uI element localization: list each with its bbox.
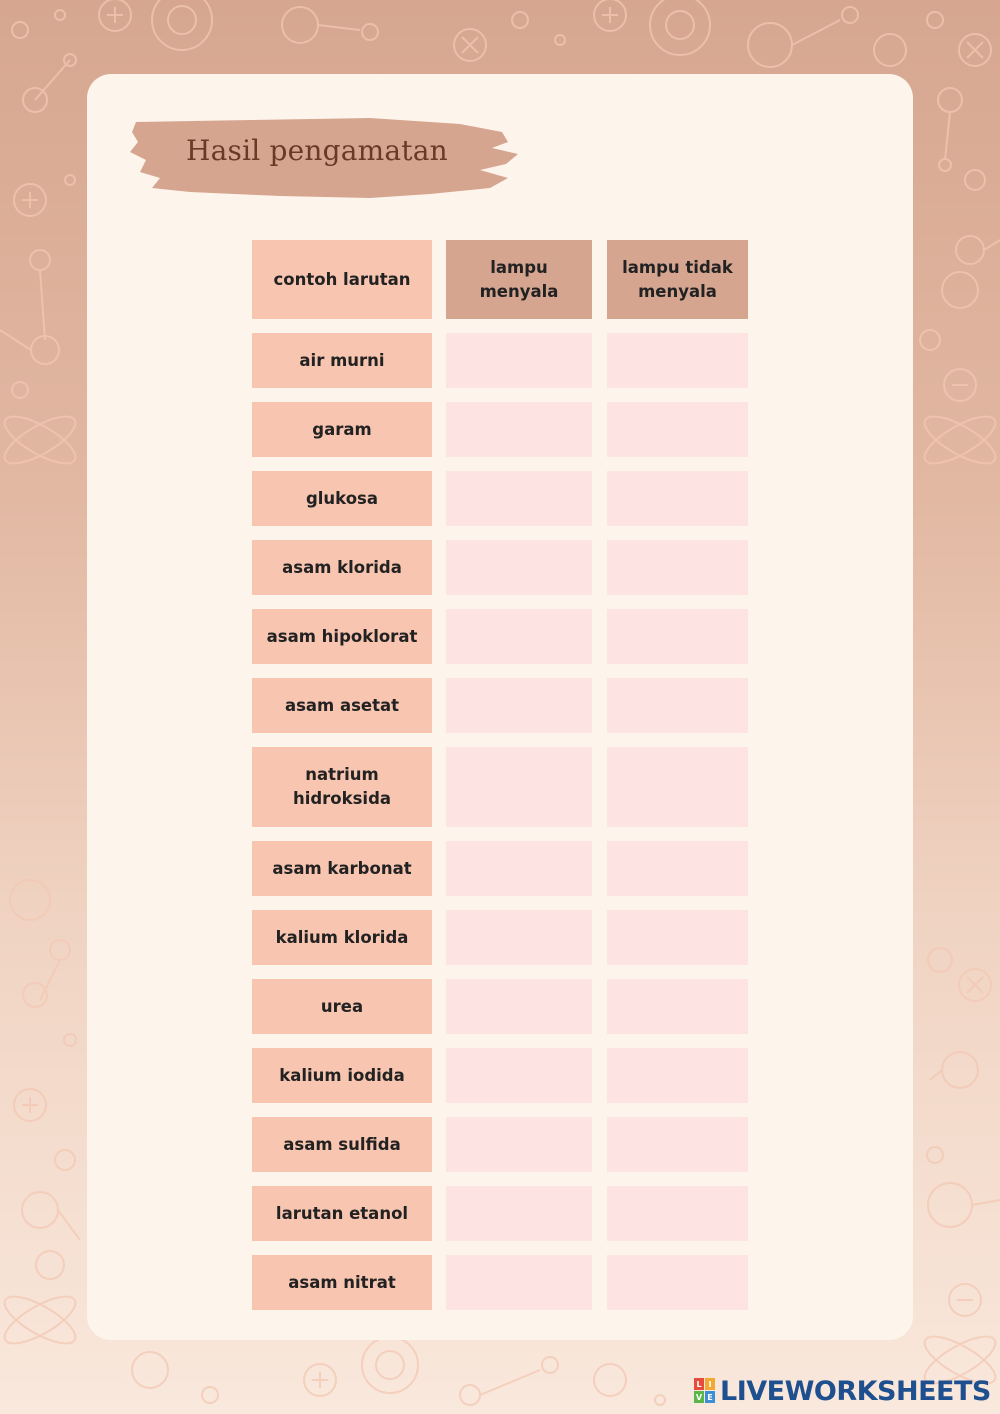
row-label: larutan etanol (252, 1186, 432, 1241)
logo-mark-letter: V (695, 1392, 703, 1402)
answer-cell-lampu-tidak-menyala[interactable] (607, 678, 748, 733)
answer-cell-lampu-tidak-menyala[interactable] (607, 333, 748, 388)
liveworksheets-logo (694, 1374, 991, 1408)
row-label: asam karbonat (252, 841, 432, 896)
answer-cell-lampu-menyala[interactable] (446, 333, 592, 388)
row-label: air murni (252, 333, 432, 388)
answer-cell-lampu-tidak-menyala[interactable] (607, 841, 748, 896)
answer-cell-lampu-tidak-menyala[interactable] (607, 1186, 748, 1241)
liveworksheets-logo-icon (694, 1377, 718, 1405)
row-label: asam asetat (252, 678, 432, 733)
header-lampu-tidak-menyala: lampu tidak menyala (607, 240, 748, 319)
answer-cell-lampu-tidak-menyala[interactable] (607, 540, 748, 595)
answer-cell-lampu-menyala[interactable] (446, 678, 592, 733)
answer-cell-lampu-tidak-menyala[interactable] (607, 609, 748, 664)
answer-cell-lampu-tidak-menyala[interactable] (607, 910, 748, 965)
answer-cell-lampu-tidak-menyala[interactable] (607, 1255, 748, 1310)
answer-cell-lampu-tidak-menyala[interactable] (607, 402, 748, 457)
header-lampu-menyala: lampu menyala (446, 240, 592, 319)
answer-cell-lampu-menyala[interactable] (446, 540, 592, 595)
logo-mark-letter: L (694, 1378, 704, 1390)
logo-mark-letter: E (705, 1391, 715, 1403)
answer-cell-lampu-menyala[interactable] (446, 609, 592, 664)
answer-cell-lampu-menyala[interactable] (446, 841, 592, 896)
row-label: garam (252, 402, 432, 457)
answer-cell-lampu-menyala[interactable] (446, 402, 592, 457)
answer-cell-lampu-menyala[interactable] (446, 979, 592, 1034)
header-contoh-larutan: contoh larutan (252, 240, 432, 319)
answer-cell-lampu-menyala[interactable] (446, 1255, 592, 1310)
answer-cell-lampu-menyala[interactable] (446, 471, 592, 526)
logo-text: LIVEWORKSHEETS (720, 1375, 991, 1407)
answer-cell-lampu-menyala[interactable] (446, 1048, 592, 1103)
answer-cell-lampu-menyala[interactable] (446, 1117, 592, 1172)
answer-cell-lampu-menyala[interactable] (446, 910, 592, 965)
answer-cell-lampu-menyala[interactable] (446, 1186, 592, 1241)
answer-cell-lampu-tidak-menyala[interactable] (607, 979, 748, 1034)
page-title: Hasil pengamatan (186, 134, 448, 167)
row-label: asam klorida (252, 540, 432, 595)
row-label: natrium hidroksida (252, 747, 432, 827)
logo-mark-letter: I (705, 1378, 715, 1390)
row-label: asam sulfida (252, 1117, 432, 1172)
answer-cell-lampu-tidak-menyala[interactable] (607, 1048, 748, 1103)
row-label: kalium klorida (252, 910, 432, 965)
row-label: kalium iodida (252, 1048, 432, 1103)
answer-cell-lampu-tidak-menyala[interactable] (607, 1117, 748, 1172)
title-banner (130, 112, 525, 204)
answer-cell-lampu-tidak-menyala[interactable] (607, 471, 748, 526)
row-label: glukosa (252, 471, 432, 526)
answer-cell-lampu-tidak-menyala[interactable] (607, 747, 748, 827)
row-label: urea (252, 979, 432, 1034)
row-label: asam nitrat (252, 1255, 432, 1310)
answer-cell-lampu-menyala[interactable] (446, 747, 592, 827)
row-label: asam hipoklorat (252, 609, 432, 664)
